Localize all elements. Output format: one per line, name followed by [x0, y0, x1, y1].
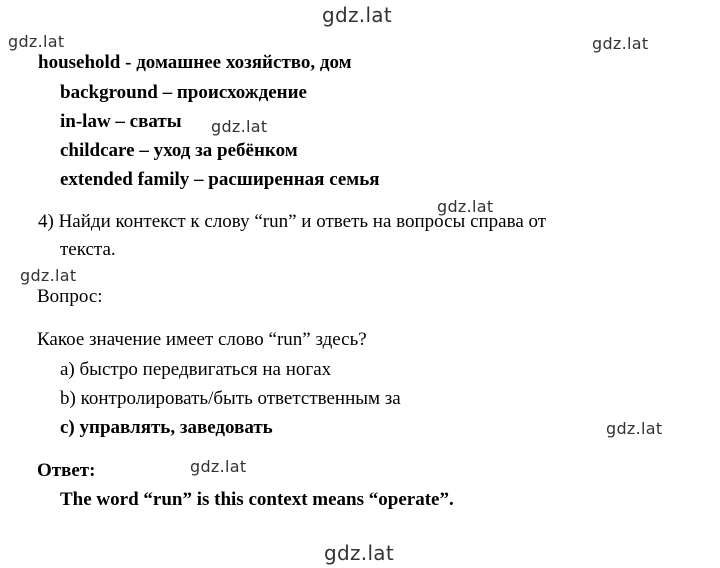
vocab-background: background – происхождение: [60, 82, 307, 103]
option-a: а) быстро передвигаться на ногах: [60, 359, 332, 380]
answer-text: The word “run” is this context means “operate”.: [60, 489, 454, 510]
watermark-left-mid: gdz.lat: [20, 266, 77, 285]
question-text: Какое значение имеет слово “run” здесь?: [37, 329, 367, 350]
question-label: Вопрос:: [37, 286, 103, 307]
watermark-bottom: gdz.lat: [324, 541, 395, 565]
answer-label: Ответ:: [37, 460, 96, 481]
option-c: с) управлять, заведовать: [60, 417, 273, 438]
watermark-inlaw: gdz.lat: [211, 117, 268, 136]
watermark-right-top: gdz.lat: [592, 34, 649, 53]
watermark-left-top: gdz.lat: [8, 32, 65, 51]
option-b: b) контролировать/быть ответственным за: [60, 388, 401, 409]
watermark-mid-right: gdz.lat: [437, 197, 494, 216]
vocab-extended-family: extended family – расширенная семья: [60, 169, 380, 190]
vocab-childcare: childcare – уход за ребёнком: [60, 140, 298, 161]
watermark-top: gdz.lat: [322, 3, 393, 27]
task-line-2: текста.: [60, 239, 116, 260]
watermark-right-bottom: gdz.lat: [606, 419, 663, 438]
vocab-inlaw: in-law – сваты: [60, 111, 182, 132]
watermark-answer: gdz.lat: [190, 457, 247, 476]
task-line-1: 4) Найди контекст к слову “run” и ответь на вопросы справа от: [38, 211, 547, 232]
vocab-household: household - домашнее хозяйство, дом: [38, 52, 352, 73]
